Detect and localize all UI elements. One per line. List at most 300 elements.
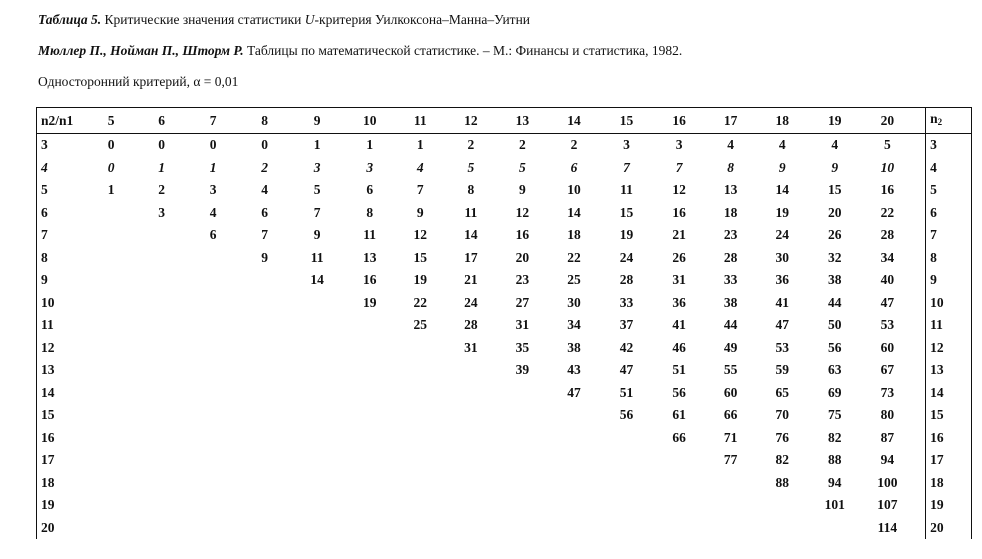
table-cell: 11 — [620, 182, 633, 198]
table-cell: 26 — [672, 249, 686, 265]
row-header-n2-right: 5 — [926, 179, 972, 202]
table-cell — [600, 517, 654, 540]
table-cell — [395, 472, 445, 495]
table-cell: 15 — [828, 182, 842, 198]
table-cell — [445, 427, 497, 450]
table-cell: 47 — [619, 362, 634, 378]
table-cell — [239, 472, 291, 495]
table-row — [37, 314, 972, 337]
table-cell: 8 — [366, 204, 374, 220]
spacer-cell — [913, 337, 925, 360]
table-cell — [290, 292, 344, 315]
table-cell — [136, 494, 188, 517]
table-cell: 8 — [727, 159, 735, 175]
table-cell — [290, 337, 344, 360]
table-row — [37, 449, 972, 472]
table-cell — [395, 337, 445, 360]
table-cell: 6 — [261, 204, 268, 220]
row-header-n2: 16 — [37, 427, 87, 450]
col-header: 18 — [756, 108, 808, 134]
table-cell: 37 — [619, 317, 634, 333]
table-cell: 51 — [672, 362, 686, 378]
spacer-cell — [913, 108, 925, 134]
table-cell: 1 — [209, 159, 217, 175]
table-cell: 53 — [775, 339, 789, 355]
row-header-n2-right: 7 — [926, 224, 972, 247]
table-cell — [548, 494, 600, 517]
table-cell: 53 — [880, 317, 895, 333]
table-cell — [395, 494, 445, 517]
table-row — [37, 134, 972, 157]
table-cell — [705, 472, 757, 495]
col-header: 17 — [705, 108, 757, 134]
table-cell: 2 — [158, 182, 165, 198]
table-cell: 4 — [778, 137, 786, 153]
table-cell: 17 — [464, 249, 478, 265]
row-header-n2-right: 9 — [926, 269, 972, 292]
table-cell: 38 — [828, 272, 842, 288]
table-cell: 66 — [672, 429, 686, 445]
table-cell — [239, 269, 291, 292]
spacer-cell — [913, 247, 925, 270]
table-cell — [395, 359, 445, 382]
table-cell — [187, 449, 239, 472]
spacer-cell — [913, 134, 925, 157]
table-cell: 51 — [619, 384, 634, 400]
row-header-n2-right: 6 — [926, 202, 972, 225]
caption-text: Критические значения статистики — [101, 12, 305, 27]
table-cell: 0 — [158, 137, 165, 153]
table-cell — [86, 337, 136, 360]
table-cell: 43 — [567, 362, 581, 378]
row-header-n2-right: 8 — [926, 247, 972, 270]
table-cell: 7 — [416, 182, 424, 198]
table-cell — [600, 472, 654, 495]
table-cell — [86, 247, 136, 270]
table-cell: 16 — [362, 272, 377, 288]
row-header-n2: 17 — [37, 449, 87, 472]
table-cell — [136, 314, 188, 337]
table-cell: 3 — [366, 159, 374, 175]
table-cell — [239, 337, 291, 360]
table-cell: 22 — [880, 204, 895, 220]
row-header-n2: 9 — [37, 269, 87, 292]
table-cell — [136, 449, 188, 472]
spacer-cell — [913, 202, 925, 225]
table-cell: 0 — [107, 159, 115, 175]
table-cell: 7 — [623, 159, 630, 175]
table-cell — [290, 314, 344, 337]
table-row — [37, 404, 972, 427]
table-cell: 30 — [567, 294, 581, 310]
table-cell: 3 — [675, 137, 683, 153]
row-header-n2-right: 16 — [926, 427, 972, 450]
table-cell: 14 — [310, 272, 324, 288]
table-cell — [497, 427, 549, 450]
table-cell: 8 — [467, 182, 475, 198]
table-cell — [136, 224, 188, 247]
table-cell — [756, 494, 808, 517]
table-cell: 82 — [828, 429, 842, 445]
table-row — [37, 337, 972, 360]
table-cell — [395, 382, 445, 405]
table-cell — [86, 202, 136, 225]
table-cell: 46 — [672, 339, 686, 355]
col-header: 9 — [290, 108, 344, 134]
row-header-n2: 14 — [37, 382, 87, 405]
table-row — [37, 269, 972, 292]
table-cell — [187, 382, 239, 405]
table-cell: 4 — [209, 204, 217, 220]
table-cell — [290, 404, 344, 427]
table-number-label: Таблица 5. — [38, 12, 102, 27]
table-cell: 25 — [567, 272, 581, 288]
col-header: 8 — [239, 108, 291, 134]
spacer-cell — [913, 472, 925, 495]
table-cell — [497, 404, 549, 427]
corner-header: n2/n1 — [37, 108, 87, 134]
table-cell — [86, 494, 136, 517]
table-cell — [344, 517, 396, 540]
table-cell — [136, 292, 188, 315]
table-cell: 41 — [672, 317, 686, 333]
table-cell: 22 — [413, 294, 428, 310]
table-cell: 31 — [464, 339, 478, 355]
table-cell: 11 — [310, 249, 324, 265]
spacer-cell — [913, 517, 925, 540]
table-cell — [187, 427, 239, 450]
table-cell: 6 — [209, 227, 217, 243]
spacer-cell — [913, 157, 925, 180]
table-cell — [445, 472, 497, 495]
spacer-cell — [913, 292, 925, 315]
table-cell: 28 — [619, 272, 634, 288]
table-cell: 4 — [831, 137, 839, 153]
row-header-n2-right: 12 — [926, 337, 972, 360]
table-cell: 19 — [775, 204, 789, 220]
table-cell: 33 — [619, 294, 634, 310]
caption-tail: -критерия Уилкоксона–Манна–Уитни — [314, 12, 531, 27]
table-cell: 18 — [567, 227, 581, 243]
table-cell: 101 — [824, 497, 845, 513]
table-caption — [38, 12, 530, 28]
row-header-n2-right: 3 — [926, 134, 972, 157]
row-header-n2-right: 18 — [926, 472, 972, 495]
table-cell: 21 — [464, 272, 478, 288]
table-cell — [395, 517, 445, 540]
table-cell: 31 — [672, 272, 686, 288]
col-header: 5 — [86, 108, 136, 134]
table-cell: 5 — [313, 182, 321, 198]
row-header-n2-right: 4 — [926, 157, 972, 180]
table-cell: 77 — [723, 452, 738, 468]
table-cell — [86, 292, 136, 315]
table-cell: 12 — [672, 182, 686, 198]
table-cell: 47 — [880, 294, 895, 310]
table-cell — [290, 472, 344, 495]
table-cell: 55 — [723, 362, 738, 378]
table-cell: 28 — [464, 317, 478, 333]
table-cell — [548, 472, 600, 495]
table-cell: 11 — [464, 204, 478, 220]
table-cell: 61 — [672, 407, 686, 423]
table-body — [37, 134, 972, 540]
table-cell: 4 — [261, 182, 268, 198]
row-header-n2: 18 — [37, 472, 87, 495]
table-cell — [187, 314, 239, 337]
test-description: Односторонний критерий, α = 0,01 — [38, 74, 239, 89]
table-cell — [290, 517, 344, 540]
table-cell — [86, 359, 136, 382]
table-cell: 65 — [775, 384, 789, 400]
table-cell: 94 — [880, 452, 895, 468]
table-cell: 9 — [416, 204, 424, 220]
table-cell: 2 — [519, 137, 526, 153]
table-cell: 28 — [723, 249, 738, 265]
table-cell: 66 — [723, 407, 738, 423]
row-header-n2-right: 13 — [926, 359, 972, 382]
table-cell — [497, 494, 549, 517]
table-cell: 16 — [672, 204, 686, 220]
table-cell — [344, 494, 396, 517]
table-cell: 76 — [775, 429, 789, 445]
table-cell — [187, 404, 239, 427]
table-cell — [187, 494, 239, 517]
table-cell: 100 — [877, 474, 898, 490]
table-cell: 41 — [775, 294, 789, 310]
table-cell — [344, 449, 396, 472]
table-cell: 38 — [723, 294, 738, 310]
table-cell: 36 — [775, 272, 789, 288]
table-cell — [239, 404, 291, 427]
table-cell: 42 — [619, 339, 634, 355]
table-cell: 1 — [416, 137, 424, 153]
table-row — [37, 224, 972, 247]
table-cell — [653, 472, 705, 495]
spacer-cell — [913, 314, 925, 337]
table-cell — [136, 269, 188, 292]
table-cell: 35 — [515, 339, 530, 355]
table-cell: 1 — [158, 159, 165, 175]
table-cell — [497, 382, 549, 405]
table-cell: 7 — [261, 227, 268, 243]
table-cell — [497, 449, 549, 472]
row-header-n2: 10 — [37, 292, 87, 315]
table-cell: 3 — [313, 159, 321, 175]
table-cell — [136, 517, 188, 540]
row-header-n2-right: 20 — [926, 517, 972, 540]
table-cell — [187, 247, 239, 270]
table-cell: 20 — [515, 249, 530, 265]
table-cell — [445, 359, 497, 382]
table-cell: 16 — [880, 182, 895, 198]
table-cell: 27 — [515, 294, 530, 310]
critical-values-table-container — [36, 107, 972, 559]
table-cell — [290, 359, 344, 382]
table-cell — [239, 359, 291, 382]
row-header-n2: 8 — [37, 247, 87, 270]
table-cell — [187, 337, 239, 360]
table-cell: 1 — [366, 137, 374, 153]
table-cell — [239, 427, 291, 450]
table-cell: 34 — [567, 317, 581, 333]
caption-u-symbol: U — [304, 12, 315, 27]
table-cell — [136, 404, 188, 427]
table-cell — [600, 449, 654, 472]
table-cell — [136, 359, 188, 382]
col-header: 12 — [445, 108, 497, 134]
spacer-cell — [913, 224, 925, 247]
col-header: 14 — [548, 108, 600, 134]
right-n2-main: n — [930, 111, 938, 126]
table-cell: 2 — [570, 137, 578, 153]
spacer-cell — [913, 494, 925, 517]
table-cell — [86, 404, 136, 427]
table-cell: 50 — [828, 317, 842, 333]
table-cell: 2 — [467, 137, 475, 153]
row-header-n2-right: 15 — [926, 404, 972, 427]
table-cell — [344, 404, 396, 427]
row-header-n2: 5 — [37, 179, 87, 202]
table-cell — [548, 404, 600, 427]
row-header-n2: 13 — [37, 359, 87, 382]
table-cell — [395, 449, 445, 472]
table-cell: 19 — [413, 272, 428, 288]
table-cell: 63 — [828, 362, 842, 378]
table-cell: 4 — [416, 159, 424, 175]
table-cell: 19 — [619, 227, 634, 243]
table-cell — [548, 427, 600, 450]
col-header: 20 — [862, 108, 914, 134]
table-cell: 70 — [775, 407, 789, 423]
table-cell — [239, 449, 291, 472]
table-cell — [136, 427, 188, 450]
table-cell — [653, 517, 705, 540]
spacer-cell — [913, 179, 925, 202]
spacer-cell — [913, 269, 925, 292]
table-cell: 44 — [828, 294, 842, 310]
spacer-cell — [913, 449, 925, 472]
table-cell — [548, 449, 600, 472]
table-cell: 75 — [828, 407, 842, 423]
table-cell — [344, 382, 396, 405]
table-cell: 32 — [828, 249, 842, 265]
table-cell: 39 — [515, 362, 530, 378]
table-cell: 3 — [158, 204, 165, 220]
table-cell: 14 — [464, 227, 478, 243]
table-cell — [445, 449, 497, 472]
row-header-n2: 15 — [37, 404, 87, 427]
row-header-n2-right: 10 — [926, 292, 972, 315]
table-row — [37, 157, 972, 180]
critical-values-table — [36, 107, 972, 539]
table-cell — [756, 517, 808, 540]
table-cell: 0 — [261, 137, 268, 153]
table-cell — [705, 517, 757, 540]
col-header: 6 — [136, 108, 188, 134]
row-header-n2: 6 — [37, 202, 87, 225]
table-cell: 26 — [828, 227, 842, 243]
row-header-n2: 19 — [37, 494, 87, 517]
table-cell — [239, 517, 291, 540]
table-cell: 67 — [880, 362, 895, 378]
table-cell — [344, 337, 396, 360]
table-cell — [187, 359, 239, 382]
table-cell — [344, 427, 396, 450]
spacer-cell — [913, 404, 925, 427]
table-cell: 12 — [413, 227, 428, 243]
table-row — [37, 517, 972, 540]
table-cell — [86, 517, 136, 540]
table-cell: 23 — [723, 227, 738, 243]
table-cell — [653, 494, 705, 517]
table-cell — [445, 494, 497, 517]
table-cell: 9 — [313, 227, 321, 243]
table-cell — [239, 382, 291, 405]
table-cell — [187, 269, 239, 292]
table-cell: 7 — [313, 204, 321, 220]
table-cell: 80 — [880, 407, 895, 423]
table-row — [37, 472, 972, 495]
table-cell: 44 — [723, 317, 738, 333]
table-cell — [86, 269, 136, 292]
row-header-n2: 12 — [37, 337, 87, 360]
table-cell — [445, 404, 497, 427]
right-n2-sub: 2 — [937, 117, 943, 127]
table-cell: 4 — [727, 137, 735, 153]
row-header-n2: 20 — [37, 517, 87, 540]
table-cell: 9 — [778, 159, 786, 175]
table-cell — [187, 517, 239, 540]
table-cell: 9 — [831, 159, 839, 175]
table-cell — [136, 472, 188, 495]
table-cell — [136, 247, 188, 270]
source-text: Таблицы по математической статистике. – М.: Финансы и статистика, 1982. — [243, 43, 683, 58]
table-cell: 87 — [880, 429, 895, 445]
right-n2-header — [926, 108, 972, 134]
table-cell: 10 — [880, 159, 895, 175]
table-row — [37, 202, 972, 225]
table-cell: 0 — [209, 137, 217, 153]
table-cell: 34 — [880, 249, 895, 265]
table-cell: 9 — [519, 182, 526, 198]
table-cell — [86, 224, 136, 247]
table-cell: 15 — [413, 249, 428, 265]
table-cell: 56 — [619, 407, 634, 423]
table-cell: 60 — [723, 384, 738, 400]
table-cell: 2 — [261, 159, 268, 175]
table-row — [37, 359, 972, 382]
table-cell: 33 — [723, 272, 738, 288]
table-cell: 10 — [567, 182, 581, 198]
table-cell: 1 — [107, 182, 115, 198]
table-cell: 24 — [464, 294, 478, 310]
table-cell — [86, 314, 136, 337]
table-cell — [290, 382, 344, 405]
table-cell: 107 — [877, 497, 898, 513]
table-cell: 5 — [467, 159, 475, 175]
row-header-n2-right: 11 — [926, 314, 972, 337]
table-cell: 12 — [515, 204, 530, 220]
table-cell: 14 — [567, 204, 581, 220]
col-header: 11 — [395, 108, 445, 134]
table-cell: 9 — [261, 249, 268, 265]
table-cell: 94 — [828, 474, 842, 490]
table-cell: 56 — [672, 384, 686, 400]
table-cell: 13 — [723, 182, 738, 198]
table-cell: 30 — [775, 249, 789, 265]
spacer-cell — [913, 382, 925, 405]
